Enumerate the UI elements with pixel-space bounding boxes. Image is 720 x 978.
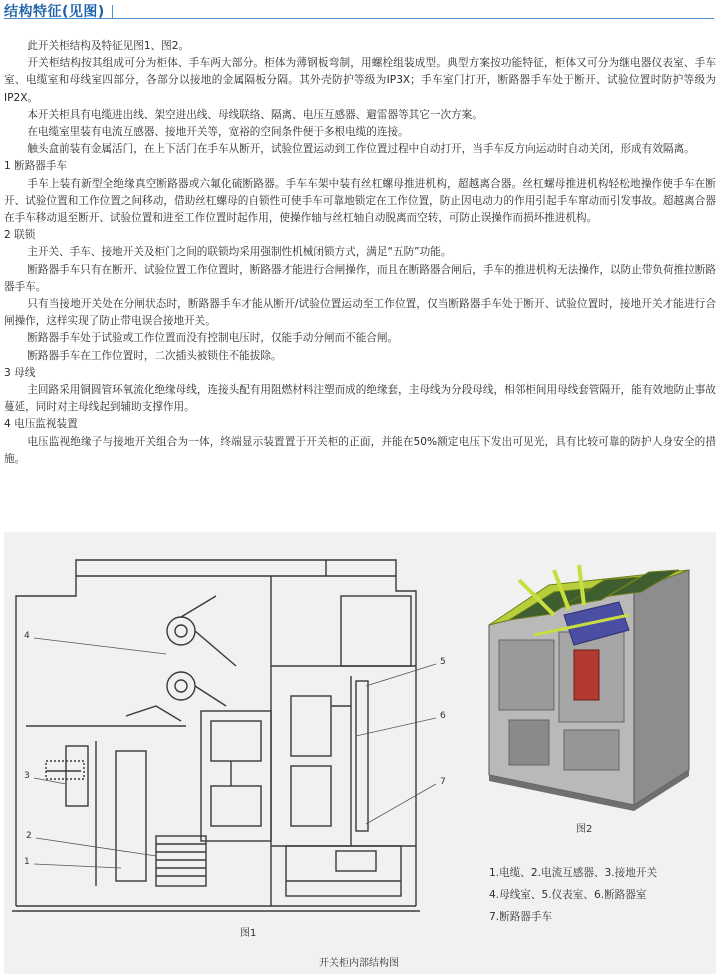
paragraph: 本开关柜具有电缆进出线、架空进出线、母线联络、隔离、电压互感器、避雷器等其它一次方案。 [27, 108, 483, 121]
paragraph: 手车上装有新型全绝缘真空断路器或六氟化硫断路器。手车车架中装有丝杠螺母推进机构，超越离合器。丝杠螺母推进机构轻松地操作使手车在断开、试验位置和工作位置之间移动，借助丝杠螺母的自锁性可使手车可靠地锁定在工作位置，防止因电动力的作用引起手车窜动而引发事故。超越离合器在手车移动退至断开、试验位置和进至工作位置时起作用，使操作轴与丝杠轴自动脱离而空转，可防止误操作而损坏推进机构。 [4, 177, 716, 225]
legend-line: 4.母线室、5.仪表室、6.断路器室 [489, 889, 647, 901]
legend-line: 1.电缆、2.电流互感器、3.接地开关 [489, 867, 658, 879]
callout-5: 5 [440, 657, 446, 667]
section-heading: 1 断路器手车 [4, 160, 68, 173]
legend-line: 7.断路器手车 [489, 911, 553, 923]
paragraph: 只有当接地开关处在分闸状态时，断路器手车才能从断开/试验位置运动至工作位置，仅当断路器手车处于断开、试验位置时，接地开关才能进行合闸操作，这样实现了防止带电误合接地开关。 [4, 298, 716, 328]
paragraph: 主开关、手车、接地开关及柜门之间的联锁均采用强制性机械闭锁方式，满足“五防”功能。 [27, 246, 452, 259]
header-notch [112, 5, 119, 19]
component-legend [489, 862, 657, 928]
cabinet-section-drawing [6, 546, 466, 946]
body-text [4, 38, 716, 468]
figure-2-caption: 图2 [576, 824, 593, 835]
section-title: 结构特征(见图) [4, 4, 105, 20]
figure-panel [4, 532, 716, 974]
callout-2: 2 [26, 831, 32, 841]
callout-1: 1 [24, 857, 30, 867]
paragraph: 断路器手车只有在断开、试验位置工作位置时，断路器才能进行合闸操作，而且在断路器合闸后，手车的推进机构无法操作，以防止带负荷推拉断路器手车。 [4, 263, 716, 293]
figure-1-caption: 图1 [240, 928, 257, 939]
callout-7: 7 [440, 777, 446, 787]
callout-4: 4 [24, 631, 30, 641]
paragraph: 开关柜结构按其组成可分为柜体、手车两大部分。柜体为薄钢板弯制，用螺栓组装成型。典型方案按功能特征，柜体又可分为继电器仪表室、手车室、电缆室和母线室四部分，各部分以接地的金属隔板分隔。其外壳防护等级为IP3X；手车室门打开，断路器手车处于断开、试验位置时防护等级为IP2X。 [4, 57, 716, 104]
callout-6: 6 [440, 711, 446, 721]
header-rule [4, 18, 714, 19]
paragraph: 触头盒前装有金属活门，在上下活门在手车从断开，试验位置运动到工作位置过程中自动打开，当手车反方向运动时自动关闭，形成有效隔离。 [27, 143, 695, 156]
section-header [0, 0, 720, 22]
paragraph: 断路器手车在工作位置时，二次插头被锁住不能拔除。 [27, 349, 282, 362]
paragraph: 断路器手车处于试验或工作位置而没有控制电压时，仅能手动分闸而不能合闸。 [27, 332, 399, 345]
section-heading: 4 电压监视装置 [4, 418, 78, 431]
paragraph: 电压监视绝缘子与接地开关组合为一体，终端显示装置置于开关柜的正面，并能在50%额定电压下发出可见光，具有比较可靠的防护人身安全的措施。 [4, 435, 716, 465]
section-heading: 2 联锁 [4, 229, 36, 242]
callout-3: 3 [24, 771, 30, 781]
paragraph: 在电缆室里装有电流互感器、接地开关等，宽裕的空间条件便于多根电缆的连接。 [27, 126, 409, 139]
cabinet-3d-render [479, 540, 709, 815]
section-heading: 3 母线 [4, 366, 36, 379]
figure-title: 开关柜内部结构图 [319, 958, 399, 969]
paragraph: 主回路采用铜圆管环氧流化绝缘母线，连接头配有用阻燃材料注塑而成的绝缘套，主母线为分段母线，相邻柜间用母线套管隔开，能有效地防止事故蔓延，同时对主母线起到辅助支撑作用。 [4, 384, 716, 414]
paragraph: 此开关柜结构及特征见图1、图2。 [27, 40, 190, 52]
